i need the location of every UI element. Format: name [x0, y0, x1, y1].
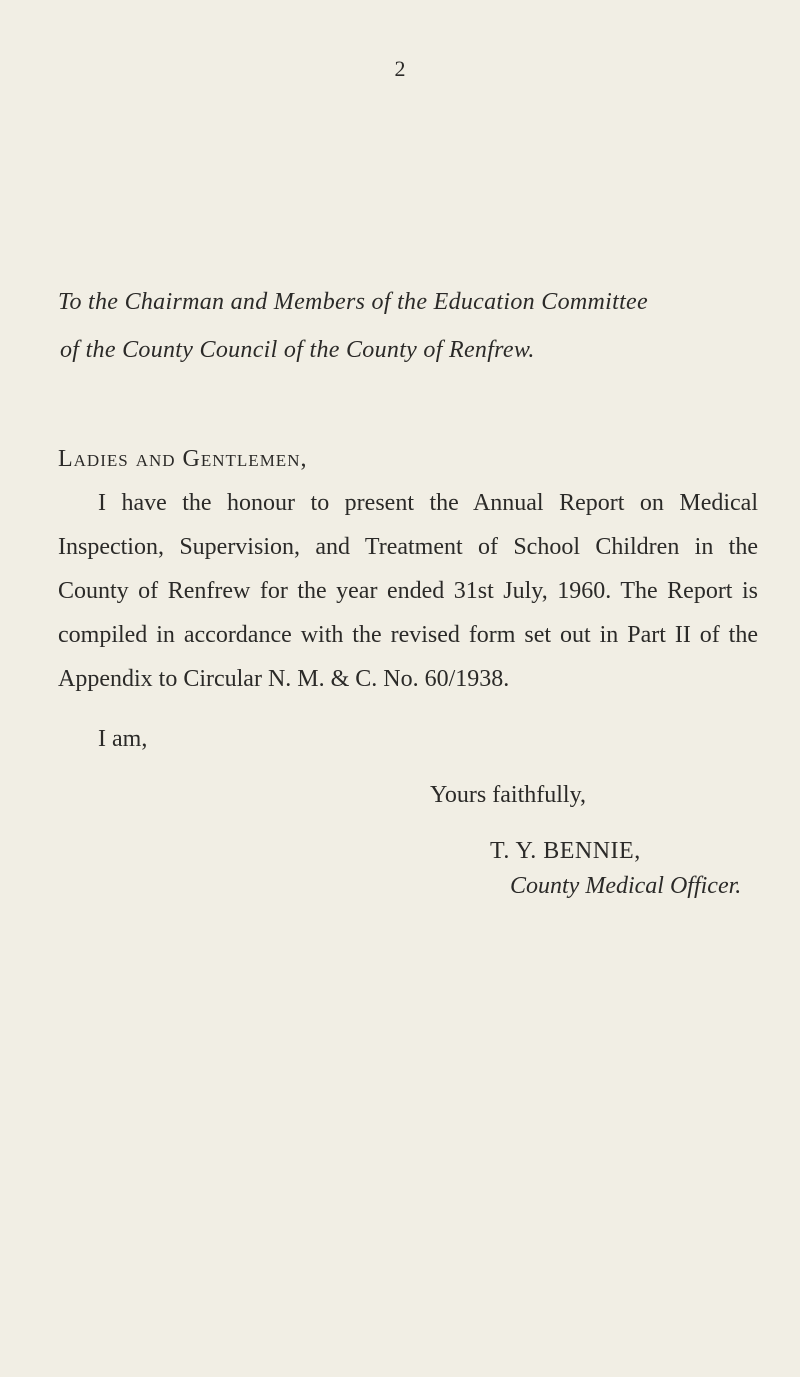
- page-number: 2: [394, 56, 406, 81]
- address-line-2: of the County Council of the County of Renfrew.: [60, 337, 535, 363]
- address-block: [58, 278, 758, 374]
- signature-title: County Medical Officer.: [510, 873, 742, 899]
- address-line-1: To the Chairman and Members of the Education Committee: [58, 289, 648, 315]
- salutation: Ladies and Gentlemen,: [58, 446, 308, 472]
- body-paragraph: I have the honour to present the Annual Report on Medical Inspection, Supervision, and Treatment of School Children in the County of Renfrew for the year ended 31st July, 1960. The Report is compiled in accordance with the revised form set out in Part II of the Appendix to Circular N. M. & C. No. 60/1938.: [58, 490, 758, 692]
- signature-name: T. Y. BENNIE,: [490, 838, 641, 864]
- closing: I am,: [98, 726, 148, 752]
- letter-body: [58, 481, 758, 701]
- valediction: Yours faithfully,: [430, 782, 587, 808]
